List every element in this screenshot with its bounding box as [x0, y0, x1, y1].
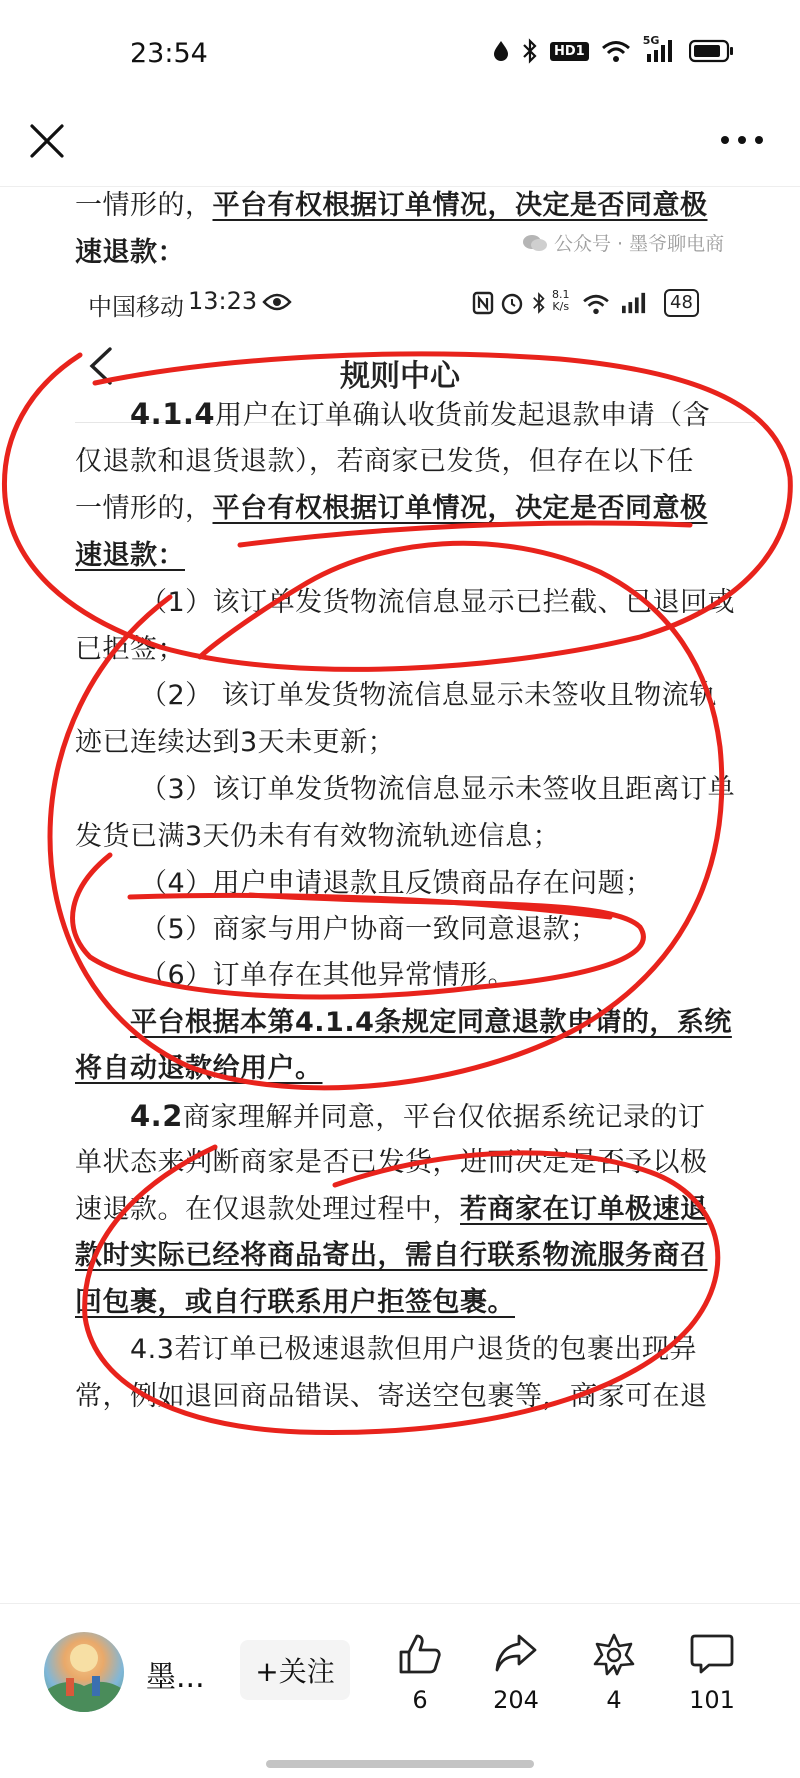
hd-badge: HD1 — [550, 42, 589, 61]
text-line: 速退款： — [75, 237, 185, 268]
share-button[interactable] — [476, 1632, 556, 1714]
text-line: 速退款： — [75, 540, 185, 571]
more-button[interactable] — [712, 118, 772, 162]
text-line: 常，例如退回商品错误、寄送空包裹等，商家可在退 — [75, 1381, 708, 1412]
list-item: （3）该订单发货物流信息显示未签收且距离订单 — [140, 774, 736, 805]
network-speed: 8.1 K/s — [552, 288, 570, 313]
bottom-action-bar — [0, 1603, 800, 1778]
inner-status-bar: 中国移动 13:23 8.1 K/s 48 — [88, 287, 728, 323]
status-icons — [492, 34, 735, 64]
signal-icon — [618, 291, 650, 315]
collect-count: 4 — [606, 1686, 622, 1714]
battery-icon — [689, 39, 735, 63]
inner-page-title: 规则中心 — [340, 359, 460, 394]
list-item: （2） 该订单发货物流信息显示未签收且物流轨 — [140, 680, 717, 711]
text-line: 将自动退款给用户。 — [75, 1053, 323, 1084]
share-icon — [493, 1632, 539, 1676]
wechat-icon — [522, 233, 548, 253]
text-line: 4.1.4用户在订单确认收货前发起退款申请（含 — [130, 397, 711, 431]
status-time: 23:54 — [130, 38, 208, 69]
comment-count: 101 — [689, 1686, 735, 1714]
alarm-icon — [500, 290, 524, 316]
author-name[interactable]: 墨... — [146, 1660, 205, 1695]
list-item: 已拒签； — [75, 634, 185, 665]
avatar-illustration — [44, 1632, 124, 1712]
article-content — [0, 187, 800, 1603]
text-line: 4.3若订单已极速退款但用户退货的包裹出现异 — [130, 1334, 697, 1365]
wifi-icon — [582, 293, 610, 315]
nfc-icon — [472, 291, 494, 315]
text-line: 回包裹，或自行联系用户拒签包裹。 — [75, 1287, 515, 1318]
share-count: 204 — [493, 1686, 539, 1714]
thumbs-up-icon — [397, 1632, 443, 1676]
list-item: （4）用户申请退款且反馈商品存在问题； — [140, 868, 653, 899]
follow-button[interactable]: +关注 — [240, 1640, 350, 1700]
bluetooth-icon — [522, 38, 538, 64]
collect-button[interactable] — [574, 1632, 654, 1714]
text-line: 一情形的，平台有权根据订单情况，决定是否同意极 — [75, 493, 708, 524]
text-line: 单状态来判断商家是否已发货，进而决定是否予以极 — [75, 1147, 708, 1178]
watermark: 公众号 · 墨爷聊电商 — [522, 229, 724, 256]
text-line: 平台根据本第4.1.4条规定同意退款申请的，系统 — [130, 1007, 732, 1038]
top-nav — [0, 100, 800, 186]
more-icon — [721, 136, 729, 144]
text-line: 一情形的，平台有权根据订单情况，决定是否同意极 — [75, 190, 708, 221]
comment-icon — [689, 1632, 735, 1676]
list-item: （6）订单存在其他异常情形。 — [140, 960, 516, 991]
like-button[interactable] — [380, 1632, 460, 1714]
wifi-icon — [601, 39, 631, 63]
list-item: 迹已连续达到3天未更新； — [75, 727, 396, 758]
list-item: （5）商家与用户协商一致同意退款； — [140, 914, 598, 945]
avatar[interactable] — [44, 1632, 124, 1712]
drop-icon — [492, 39, 510, 63]
comment-button[interactable] — [672, 1632, 752, 1714]
close-icon — [22, 116, 72, 166]
battery-indicator: 48 — [664, 289, 699, 317]
like-count: 6 — [412, 1686, 428, 1714]
bluetooth-icon — [532, 290, 546, 316]
text-line: 仅退款和退货退款），若商家已发货，但存在以下任 — [75, 446, 694, 477]
collect-star-icon — [591, 1632, 637, 1676]
text-line: 速退款。在仅退款处理过程中，若商家在订单极速退 — [75, 1194, 708, 1225]
status-bar — [0, 0, 800, 100]
close-button[interactable] — [22, 116, 72, 166]
list-item: 发货已满3天仍未有有效物流轨迹信息； — [75, 821, 561, 852]
list-item: （1）该订单发货物流信息显示已拦截、已退回或 — [140, 587, 736, 618]
text-line: 4.2商家理解并同意，平台仅依据系统记录的订 — [130, 1099, 706, 1133]
signal-5g-icon: 5G — [643, 38, 677, 64]
home-indicator[interactable] — [266, 1760, 534, 1768]
text-line: 款时实际已经将商品寄出，需自行联系物流服务商召 — [75, 1240, 708, 1271]
eye-icon — [262, 291, 292, 313]
